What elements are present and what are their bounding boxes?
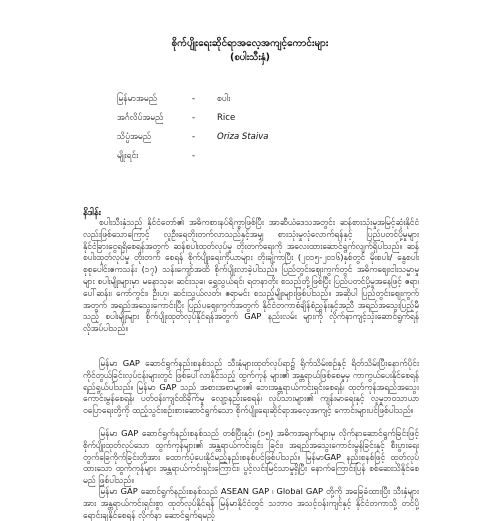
section-heading-introduction: နိဒါန်း — [83, 208, 101, 218]
body-paragraph: မြန်မာ GAP ဆောင်ရွက်နည်းစနစ်သည် သီးနှံများထုတ်လုပ်ရာ၌ ရိုက်သိမ်းစဉ်နှင့် ရိတ်သိမ်းပြီးနောက်ပိုင်း ကိုင်တွယ်ခြင်းလုပ်ငန်းများတွင် ဖြစ်ပေါ်လာနိုင်သည့် ထွက်ကုန် များ၏ အန္တရာယ်ဖြစ်စေမှုမှ ကာကွယ်ပေးနိုင်စေရန် ရည်ရွယ်ပါသည်။ မြန်မာ GAP သည် အစားအစာများ၏ ဘေးအန္တရာယ်ကင်းရှင်းစေရန်၊ ထုတ်ကုန်အရည်အသွေး ကောင်းမွန်စေရန်၊ ပတ်ဝန်းကျင်ထိခိုက်မှု လျော့နည်းစေရန်၊ လုပ်သားများ၏ ကျန်းမာရေးနှင့် လူမှုဘဝသာယာ ဝပြောရေးတို့ကို ထည့်သွင်းစဉ်းစားဆောင်ရွက်သော စိုက်ပျိုးရေးဆိုင်ရာအလေ့အကျင့် ကောင်းများပင်ဖြစ်ပါသည်။ — [83, 358, 419, 416]
info-value: စပါး — [217, 94, 231, 104]
info-separator: - — [192, 151, 196, 161]
body-paragraph: မြန်မာ GAP ဆောင်ရွက်နည်းစနစ်သည် တစ်ပြီးနှင့်၊ (၁၅) အဓိကအချက်များမှ လိုက်နာဆောင်ရွက်ခြင်းဖြင့် စိုက်ပျိုးထုတ်လုပ်သော ထွက်ကုန်များ၏ အန္တရာယ်ကင်းရှင်း ခြင်း၊ အရည်အသွေးကောင်းမွန်ခြင်းနှင့် စီးပွားရေးတွက်ခြေကိုက်ခြင်းတို့အား ထောက်ပံ့ပေးနိုင်မည့်နည်းစနစ်ပင်ဖြစ်ပါသည်။ မြန်မာGAP နည်းစနစ်ဖြင့် ထုတ်လုပ်ထားသော ထွက်ကုန်များ အန္တရာယ်ကင်းရှင်းကြောင်း၊ ပွင့်လင်းမြင်သာမှုရှိပြီး နောက်ကြောင်းပြန် စစ်ဆေးသိနိုင်စေမည် ဖြစ်ပါသည်။ — [83, 428, 419, 486]
info-label: မြန်မာအမည် — [117, 94, 157, 104]
info-label: အင်္ဂလိပ်အမည် — [117, 113, 164, 123]
info-value: Oriza Staiva — [217, 132, 269, 142]
body-paragraph: စပါးသီးနှံသည် နိုင်ငံတော်၏ အဓိကစားနပ်ရိက္ခာဖြစ်ပြီး အာဆီယံဒေသအတွင်း ဆန်စားသုံးမှုအမြင့်ဆုံးနိုင်ငံလည်းဖြစ်သောကြောင့် လူဦးရေတိုးတက်လာသည်နှင့်အမျှ စားသုံးမှုလုံလောက်ရန်နှင့် ပြည်ပတင်ပို့မှုများ နိုင်ငံခြားငွေရရှိစေရန်အတွက် ဆန်စပါးထုတ်လုပ်မှု တိုးတက်ရေးကို အလေးထားဆောင်ရွက်လျက်ရှိပါသည်။ ဆန်စပါးထုတ်လုပ်မှု တိုးတက် စေရန် စိုက်ပျိုးရေးကိုယာများ တိုးချဲ့ကာပြီး (၂၀၁၅-၂၀၁၆)နှစ်တွင် မိုးစပါး/ နွေစပါး စုစုပေါင်းဧကသန်း (၁၇) သန်းကျော်အထိ စိုက်ပျိုးလာခဲ့ပါသည်။ ပြည်တွင်းဈေးကွက်တွင် အဓိကစျေးငါးသမ္မာမှုများ စပါးမျိုးများမှာ မနောသုခ၊ ဆင်းသုခ၊ ရွှေသွယ်ရင်၊ ရတနာတိုး စသည်တို့ဖြစ်ပြီး ပြည်ပတင်ပို့မှုအနေဖြင့် ဧရာ၊ ပေါ်ဆန်း၊ ကော်ကွင်း၊ ဦးဟု၊ ဆင်းသွယ်လတ်၊ ဧရာမင်း စသည့်မျိုးများဖြစ်ပါသည်။ အဆိုပါ ပြည်တွင်းဈေးကွက်အတွက် အရည်အသွေးကောင်းပြီး ပြည်ပဈေးကွက်အတွက် နိုင်ငံတကာစံချိန်စံညွှန်းနှင့်အညီ အရည်အသွေးပြည့်မီသည့် စပါးမျိုးများ စိုက်ပျိုးထုတ်လုပ်နိုင်ရန်အတွက် GAP နည်းလမ်း များကို လိုက်နာကျင့်သုံးဆောင်ရွက်ရန် လိုအပ်ပါသည်။ — [83, 217, 419, 334]
document-subtitle: (စပါးသီးနှံ) — [229, 52, 270, 63]
info-separator: - — [192, 94, 196, 104]
info-label: သိပ္ပံအမည် — [117, 132, 151, 142]
info-separator: - — [192, 113, 196, 123]
info-separator: - — [192, 132, 196, 142]
body-paragraph: မြန်မာ GAP ဆောင်ရွက်နည်းစနစ်သည် ASEAN GAP ၊ Global GAP တို့ကို အခြေခံထားပြီး သီးနှံများအား အန္တရာယ်ကင်းရှင်းစွာ ထုတ်လုပ်နိုင်ရန် မြန်မာနိုင်ငံတွင် သဘာဝ အသင့်ဝန်းကျင်နှင့် နိုင်ငံတကာသို့ တင်ပို့ရောင်းချနိုင်စေရန် လိုက်နာ ဆောင်ရွက်ရမည့် — [83, 486, 419, 520]
info-label: မျိုးရင်း — [117, 151, 139, 161]
document-title: စိုက်ပျိုးရေးဆိုင်ရာအလေ့အကျင့်ကောင်းများ — [171, 38, 329, 49]
info-value: Rice — [217, 113, 236, 123]
